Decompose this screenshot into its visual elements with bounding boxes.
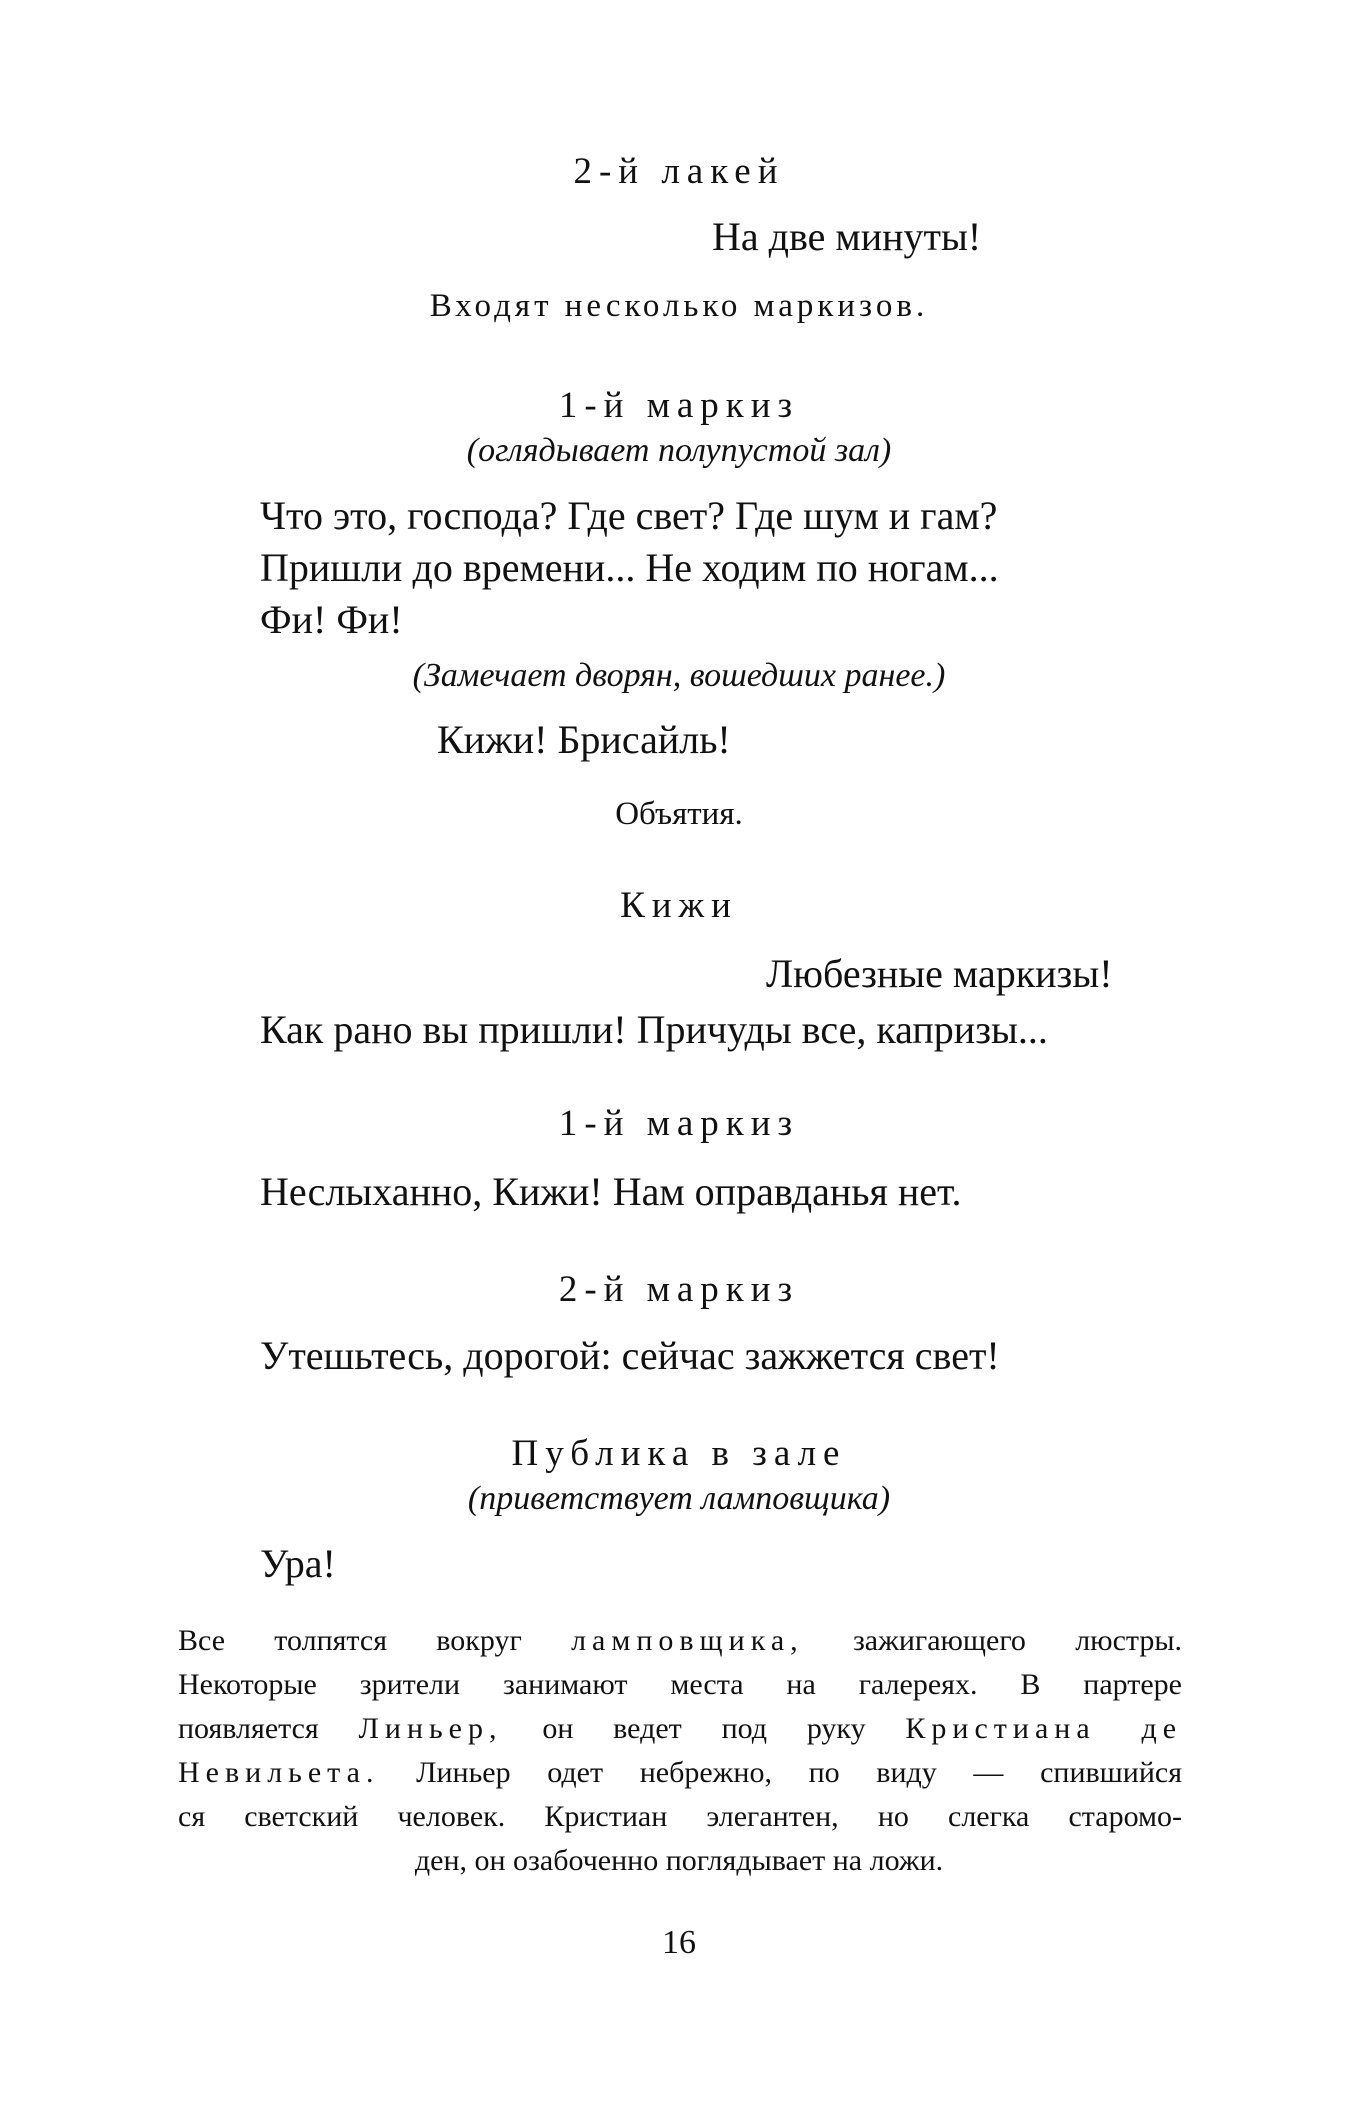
verse-line: Любезные маркизы! xyxy=(766,951,1113,996)
prose-text: зажигающего люстры. xyxy=(852,1624,1183,1657)
stage-direction-paragraph-line: Некоторые зрители занимают места на галереях. В партере xyxy=(178,1668,1182,1701)
spaced-name: ламповщика, xyxy=(571,1624,804,1657)
parenthetical-direction: (Замечает дворян, вошедших ранее.) xyxy=(412,657,946,694)
speaker-name: 2-й лакей xyxy=(573,151,785,192)
stage-direction: Объятия. xyxy=(615,796,743,832)
spaced-name: Кристиана де xyxy=(905,1712,1183,1745)
page-number: 16 xyxy=(662,1924,696,1961)
prose-text: появляется xyxy=(178,1712,319,1745)
prose-text: Линьер одет небрежно, по виду — спившийся xyxy=(416,1756,1182,1789)
prose-text: он ведет под руку xyxy=(542,1712,866,1745)
verse-line: Ура! xyxy=(260,1541,336,1586)
verse-line: На две минуты! xyxy=(712,214,982,259)
speaker-name: 1-й маркиз xyxy=(558,1103,800,1144)
verse-line: Кижи! Брисайль! xyxy=(437,717,731,762)
parenthetical-direction: (приветствует ламповщика) xyxy=(467,1480,891,1517)
stage-direction-paragraph-line: ся светский человек. Кристиан элегантен, но слегка старомо- xyxy=(178,1800,1182,1833)
stage-direction-paragraph-line xyxy=(178,1712,1182,1746)
verse-line: Как рано вы пришли! Причуды все, капризы... xyxy=(260,1007,1048,1052)
speaker-name: 1-й маркиз xyxy=(558,385,800,426)
stage-direction-paragraph-line xyxy=(178,1624,1182,1658)
verse-line: Неслыханно, Кижи! Нам оправданья нет. xyxy=(260,1169,962,1214)
stage-direction: Входят несколько маркизов. xyxy=(429,288,929,324)
speaker-name: 2-й маркиз xyxy=(558,1269,800,1310)
spaced-name: Линьер, xyxy=(358,1712,503,1745)
verse-line: Пришли до времени... Не ходим по ногам... xyxy=(260,545,999,590)
verse-line: Что это, господа? Где свет? Где шум и гам? xyxy=(260,493,998,538)
speaker-name: Кижи xyxy=(620,885,738,926)
verse-line: Утешьтесь, дорогой: сейчас зажжется свет! xyxy=(260,1333,1000,1378)
spaced-name: Невильета. xyxy=(178,1756,380,1789)
stage-direction-paragraph-line xyxy=(178,1756,1182,1790)
prose-text: Все толпятся вокруг xyxy=(178,1624,522,1657)
stage-direction-paragraph-line: ден, он озабоченно поглядывает на ложи. xyxy=(414,1844,944,1877)
parenthetical-direction: (оглядывает полупустой зал) xyxy=(466,432,892,469)
verse-line: Фи! Фи! xyxy=(260,597,403,642)
speaker-name: Публика в зале xyxy=(511,1433,847,1474)
